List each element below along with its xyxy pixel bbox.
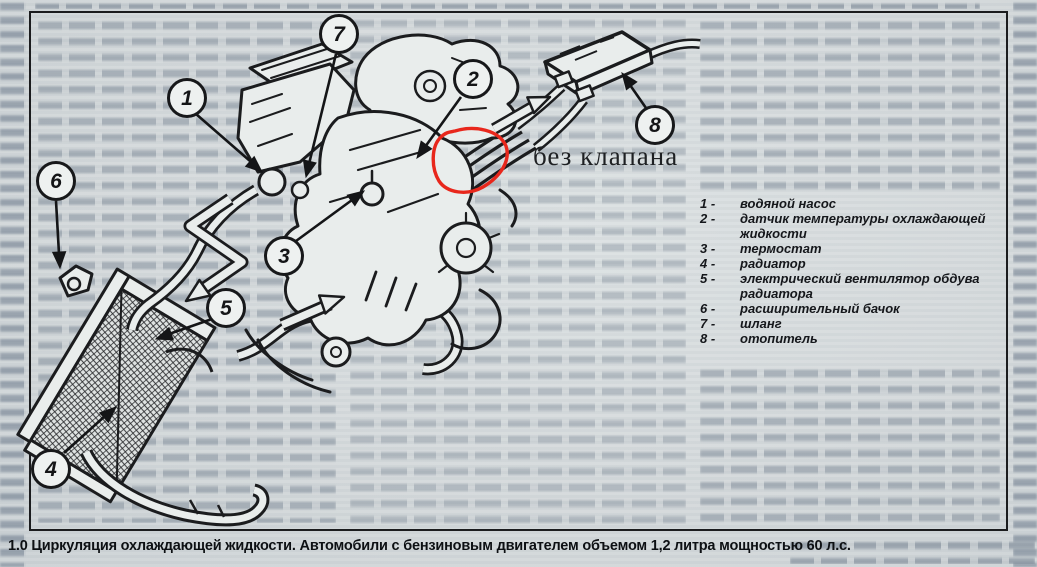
- legend-item: [700, 316, 1006, 331]
- legend-item-number: 4 -: [700, 256, 716, 271]
- callout-4-radiator: 4: [31, 449, 71, 489]
- callout-2-temp-sensor: 2: [453, 59, 493, 99]
- legend-item-number: 1 -: [700, 196, 716, 211]
- callout-5-fan: 5: [206, 288, 246, 328]
- legend-item-label: отопитель: [740, 331, 818, 346]
- callout-1-water-pump: 1: [167, 78, 207, 118]
- legend-item-label: шланг: [740, 316, 782, 331]
- legend-item-number: 2 -: [700, 211, 716, 226]
- legend-item: [700, 271, 1006, 301]
- legend-item-number: 8 -: [700, 331, 716, 346]
- legend-item-label: электрический вентилятор обдува радиатора: [740, 271, 980, 301]
- legend-item-label: термостат: [740, 241, 822, 256]
- legend-item: [700, 331, 1006, 346]
- legend-item-label: радиатор: [740, 256, 806, 271]
- legend-item: [700, 256, 1006, 271]
- legend-item: [700, 241, 1006, 256]
- annotation-no-valve: без клапана: [533, 141, 679, 171]
- callout-3-thermostat: 3: [264, 236, 304, 276]
- legend-item: [700, 211, 1006, 241]
- legend-item: [700, 301, 1006, 316]
- figure-caption: 1.0 Циркуляция охлаждающей жидкости. Автомобили с бензиновым двигателем объемом 1,2 литра мощностью 60 л.с.: [8, 538, 851, 554]
- legend-item-number: 5 -: [700, 271, 716, 286]
- legend-item-number: 7 -: [700, 316, 716, 331]
- legend-item-label: датчик температуры охлаждающей жидкости: [740, 211, 986, 241]
- callout-6-expansion-tank: 6: [36, 161, 76, 201]
- legend-item: [700, 196, 1006, 211]
- legend-item-number: 3 -: [700, 241, 716, 256]
- callout-8-heater: 8: [635, 105, 675, 145]
- figure-legend: [700, 196, 1006, 346]
- legend-item-label: водяной насос: [740, 196, 836, 211]
- callout-7-hose: 7: [319, 14, 359, 54]
- legend-item-number: 6 -: [700, 301, 716, 316]
- legend-item-label: расширительный бачок: [740, 301, 900, 316]
